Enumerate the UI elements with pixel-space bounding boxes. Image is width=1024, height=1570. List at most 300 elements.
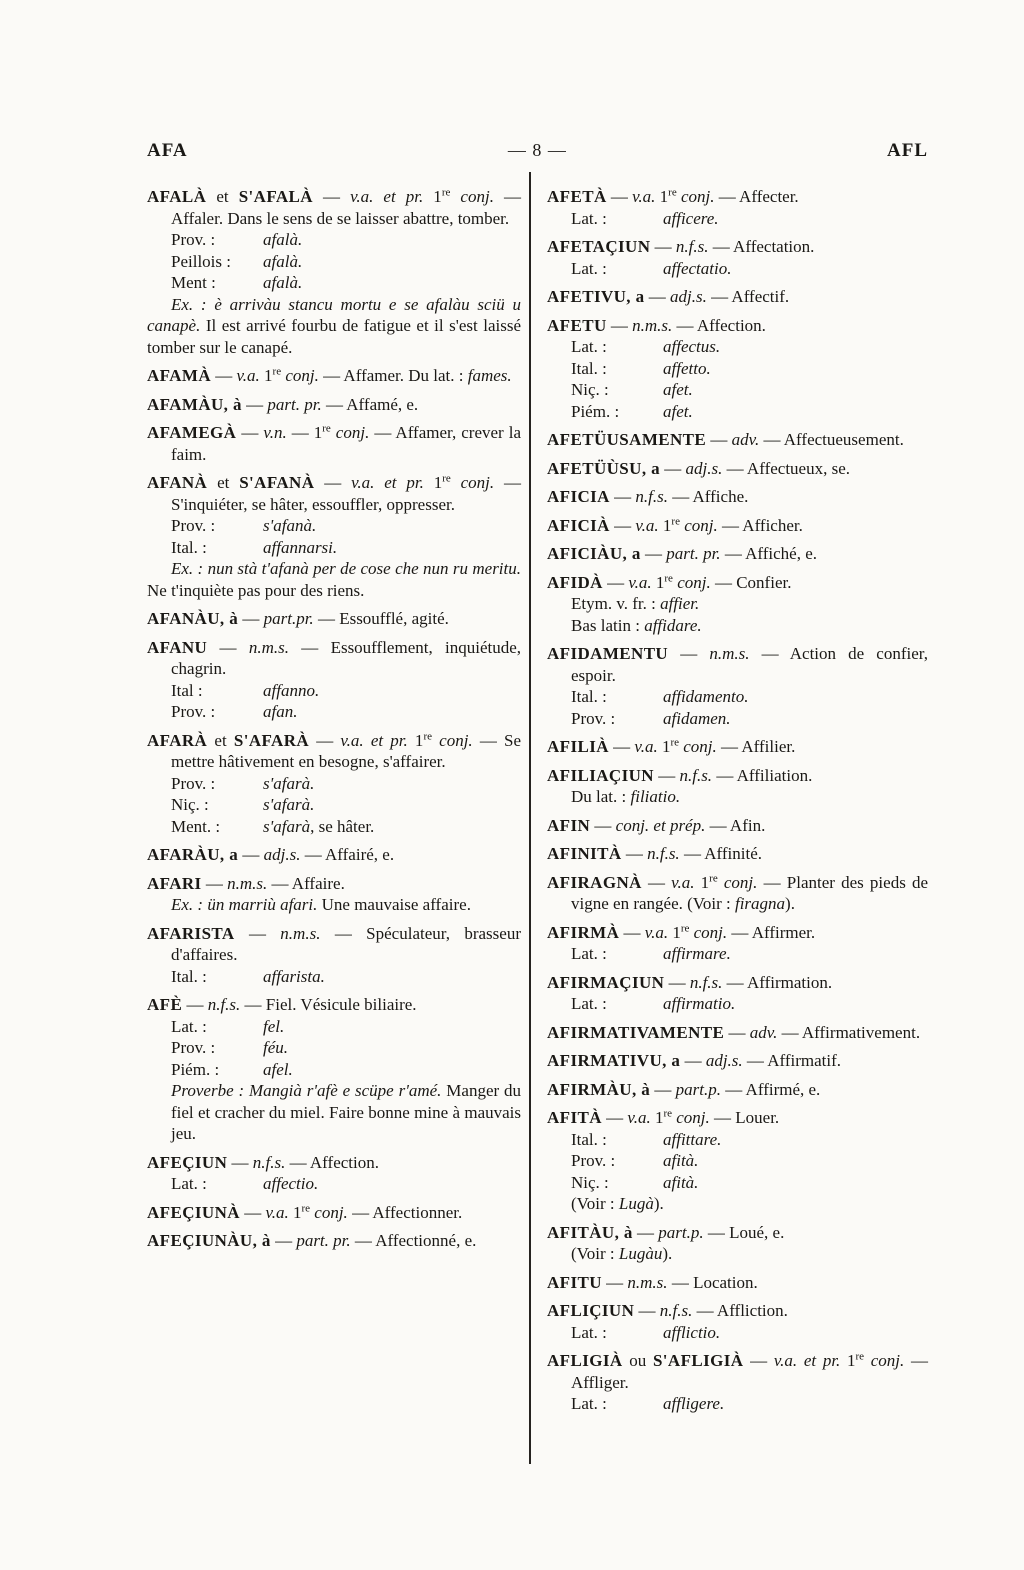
text-run: affectio. xyxy=(263,1174,319,1193)
text-run: ou xyxy=(622,1351,653,1370)
text-run: part. pr. xyxy=(666,544,721,563)
text-run: — xyxy=(664,972,690,992)
language-line xyxy=(147,537,521,559)
entry-head-paragraph xyxy=(547,1107,928,1129)
text-run: — Affectif. xyxy=(706,287,790,306)
entry-head-paragraph xyxy=(147,186,521,229)
entry-headword: AFITÀ xyxy=(547,1108,602,1127)
entry-head-paragraph xyxy=(547,922,928,944)
text-run: affittare. xyxy=(663,1129,722,1149)
entry-headword: AFILIAÇIUN xyxy=(547,765,654,785)
text-run: Prov. : xyxy=(571,1151,616,1170)
text-run: Ex. : ün marriù afari. xyxy=(171,895,318,914)
entry-head-paragraph xyxy=(547,1350,928,1393)
entry-headword: AFARISTA xyxy=(147,923,235,943)
text-run: — xyxy=(644,287,671,306)
text-run: v.a. xyxy=(632,187,656,206)
dictionary-entry xyxy=(147,472,521,601)
text-run: re xyxy=(663,1107,672,1120)
text-run: conj. xyxy=(680,187,715,206)
entry-head-paragraph xyxy=(547,486,928,508)
text-run: Une mauvaise affaire. xyxy=(317,895,471,914)
dictionary-entry xyxy=(547,429,928,451)
entry-headword: AFITU xyxy=(547,1272,602,1292)
entry-headword: AFANÀU, à xyxy=(147,609,239,628)
text-run: re xyxy=(855,1350,865,1363)
entry-headword: AFAMEGÀ xyxy=(147,423,237,442)
entry-head-paragraph xyxy=(147,844,521,866)
text-run: afidamen. xyxy=(663,708,731,728)
text-run: — xyxy=(270,1231,297,1250)
dictionary-entry xyxy=(547,1107,928,1215)
dictionary-entry xyxy=(547,515,928,537)
text-run: — xyxy=(227,1152,253,1172)
entry-head-paragraph xyxy=(547,315,928,337)
text-run: re xyxy=(664,571,673,584)
dictionary-entry xyxy=(147,1230,521,1252)
text-run: conj. xyxy=(439,730,473,750)
entry-headword: AFALÀ xyxy=(147,187,207,206)
entry-head-paragraph xyxy=(147,730,521,773)
text-run: v.a. xyxy=(635,515,659,535)
page-number: — 8 — xyxy=(507,140,567,160)
language-line xyxy=(147,794,521,816)
text-run: n.f.s. xyxy=(207,995,241,1014)
text-run: Prov. : xyxy=(171,1038,216,1057)
text-run: — Affinité. xyxy=(679,844,763,863)
text-run: Prov. : xyxy=(171,230,216,249)
text-run: — xyxy=(207,637,249,657)
dictionary-entry xyxy=(147,608,521,630)
entry-headword: AFITÀU, à xyxy=(547,1222,633,1242)
text-run: Lat. : xyxy=(571,944,607,963)
entry-head-paragraph xyxy=(147,1230,521,1252)
text-run: — Affection. xyxy=(285,1152,379,1172)
entry-paragraph xyxy=(147,1080,521,1145)
text-run: — xyxy=(668,644,710,663)
text-run: — Affectation. xyxy=(708,237,815,256)
text-run: Ex. : nun stà t'afanà per de cose che nun ru meritu. xyxy=(171,559,521,578)
text-run: afan. xyxy=(263,702,298,721)
text-run: S'AFALÀ xyxy=(238,187,313,206)
text-run: — xyxy=(680,1051,706,1070)
entry-headword: AFARÀ xyxy=(147,730,208,750)
text-run: conj. et prép. xyxy=(615,815,706,835)
text-run: affirmatio. xyxy=(663,994,736,1013)
text-run: 1 xyxy=(668,922,681,942)
entry-headword: AFILIÀ xyxy=(547,737,609,756)
text-run: — Affiché, e. xyxy=(720,544,818,563)
language-line xyxy=(147,515,521,537)
text-run: Ital. : xyxy=(171,537,207,557)
dictionary-entry xyxy=(547,315,928,423)
text-run: afità. xyxy=(663,1172,699,1192)
text-run: affectatio. xyxy=(663,258,732,278)
text-run: — Affectionner. xyxy=(347,1202,463,1222)
entry-head-paragraph xyxy=(147,608,521,630)
text-run: — Louer. xyxy=(709,1108,780,1127)
text-run: n.m.s. xyxy=(627,1272,668,1292)
text-run: Lat. : xyxy=(571,1394,607,1413)
entry-headword: AFLIÇIUN xyxy=(547,1301,635,1320)
entry-head-paragraph xyxy=(147,994,521,1016)
text-run: v.a. xyxy=(236,366,260,385)
text-run: Ital. : xyxy=(571,358,607,378)
dictionary-entry xyxy=(147,1152,521,1195)
text-run: Niç. : xyxy=(571,1172,609,1192)
dictionary-entry xyxy=(147,394,521,416)
text-run: affirmare. xyxy=(663,944,731,963)
text-run: — Affilier. xyxy=(716,737,796,756)
text-run: n.f.s. xyxy=(689,972,723,992)
example-paragraph xyxy=(147,294,521,359)
entry-head-paragraph xyxy=(547,643,928,686)
text-run: — xyxy=(239,1202,266,1222)
text-run: s'afarà. xyxy=(263,773,315,793)
text-run: — xyxy=(634,1301,660,1320)
text-run: 1 xyxy=(288,1202,302,1222)
text-run: adv. xyxy=(731,430,760,449)
text-run: Prov. : xyxy=(171,702,216,721)
text-run: — xyxy=(601,1272,628,1292)
text-run: — xyxy=(241,394,268,414)
text-run: Manger du fiel et cracher du miel. Faire bonne mine à mauvais jeu. xyxy=(171,1081,522,1143)
text-run: re xyxy=(322,422,331,435)
entry-headword: AFIRMAÇIUN xyxy=(547,972,665,992)
dictionary-entry xyxy=(547,486,928,508)
language-line xyxy=(547,379,928,401)
language-line xyxy=(547,1393,928,1415)
entry-paragraph xyxy=(547,786,928,808)
text-run: S'AFANÀ xyxy=(239,473,315,492)
text-run: 1 xyxy=(694,872,710,892)
entry-headword: AFIRMÀU, à xyxy=(547,1079,651,1099)
text-run: re xyxy=(670,736,680,749)
text-columns xyxy=(147,186,928,1464)
text-run: Lat. : xyxy=(571,258,607,278)
dictionary-entry xyxy=(547,543,928,565)
text-run: conj. xyxy=(335,423,370,442)
text-run: — Spéculateur, brasseur d'affaires. xyxy=(171,923,521,964)
text-run: conj. xyxy=(693,922,728,942)
entry-paragraph xyxy=(547,615,928,637)
entry-headword: AFEÇIUN xyxy=(147,1152,228,1172)
dictionary-entry xyxy=(547,736,928,758)
language-line xyxy=(547,993,928,1015)
dictionary-entry xyxy=(147,637,521,723)
entry-headword: AFEÇIUNÀU, à xyxy=(147,1231,271,1250)
text-run: 1 xyxy=(658,515,672,535)
text-run: Lugàu xyxy=(618,1244,663,1263)
text-run: Ital. : xyxy=(571,1129,607,1149)
entry-head-paragraph xyxy=(547,1272,928,1294)
text-run: — xyxy=(238,609,264,628)
text-run: — xyxy=(650,237,676,256)
entry-headword: AFETIVU, a xyxy=(547,287,645,306)
language-line xyxy=(547,258,928,280)
text-run: affanno. xyxy=(263,680,320,700)
dictionary-entry xyxy=(547,286,928,308)
text-run: — Affliger. xyxy=(571,1351,928,1392)
text-run: v.a. xyxy=(628,572,652,592)
text-run: — Affliction. xyxy=(692,1301,788,1320)
text-run: — Confier. xyxy=(710,572,792,592)
text-run: ). xyxy=(785,894,795,913)
right-column xyxy=(547,186,928,1422)
text-run: v.a. et pr. xyxy=(350,187,424,206)
example-paragraph xyxy=(147,894,521,916)
text-run: fames. xyxy=(467,366,512,385)
text-run xyxy=(451,473,461,492)
language-line xyxy=(547,208,928,230)
entry-head-paragraph xyxy=(547,815,928,837)
language-line xyxy=(147,773,521,795)
text-run: part. pr. xyxy=(267,394,322,414)
text-run: Prov. : xyxy=(171,516,216,535)
entry-head-paragraph xyxy=(147,923,521,966)
text-run: — xyxy=(609,515,636,535)
text-run: 1 xyxy=(407,730,424,750)
text-run: — Affirmatif. xyxy=(742,1051,842,1070)
dictionary-entry xyxy=(547,1300,928,1343)
entry-headword: AFÈ xyxy=(147,995,183,1014)
text-run: afel. xyxy=(263,1059,293,1079)
language-line xyxy=(547,943,928,965)
text-run: — xyxy=(621,844,648,863)
text-run: — Planter des pieds de vigne en rangée. (Voir : xyxy=(571,872,929,913)
text-run: Ne t'inquiète pas pour des riens. xyxy=(147,580,365,600)
text-run: re xyxy=(680,921,690,934)
text-run: conj. xyxy=(870,1351,905,1370)
text-run: — xyxy=(602,572,629,592)
text-run: part. pr. xyxy=(296,1231,351,1250)
text-run: Ital. : xyxy=(571,687,607,706)
entry-headword: AFIRMATIVU, a xyxy=(547,1051,681,1070)
language-line xyxy=(547,708,928,730)
text-run: Ment. : xyxy=(171,816,221,836)
text-run: — xyxy=(706,430,732,449)
text-run: 1 xyxy=(423,187,442,206)
text-run: adj.s. xyxy=(263,845,301,864)
dictionary-entry xyxy=(547,572,928,637)
entry-headword: AFARÀU, a xyxy=(147,845,239,864)
language-line xyxy=(547,1322,928,1344)
text-run: — xyxy=(234,923,281,943)
text-run: — Afficher. xyxy=(717,515,803,535)
entry-headword: AFIN xyxy=(547,815,591,835)
text-run: — Essoufflement, inquiétude, chagrin. xyxy=(171,637,522,678)
dictionary-entry xyxy=(547,458,928,480)
language-line xyxy=(147,251,521,273)
text-run: 1 xyxy=(650,1108,664,1127)
entry-headword: AFARI xyxy=(147,873,202,893)
dictionary-entry xyxy=(547,972,928,1015)
language-line xyxy=(147,1173,521,1195)
text-run: Lat. : xyxy=(171,1016,207,1036)
text-run: re xyxy=(441,186,451,199)
text-run: n.m.s. xyxy=(280,923,321,943)
language-line xyxy=(147,1037,521,1059)
text-run: s'afarà xyxy=(263,816,311,836)
dictionary-entry xyxy=(547,1050,928,1072)
text-run: — Fiel. Vésicule biliaire. xyxy=(240,995,417,1014)
page-header xyxy=(147,140,928,162)
dictionary-entry xyxy=(147,994,521,1145)
text-run: affidamento. xyxy=(663,687,749,706)
text-run: — xyxy=(641,872,672,892)
text-run: part.p. xyxy=(658,1222,704,1242)
text-run: — xyxy=(609,487,636,506)
entry-headword: AFETÀ xyxy=(547,187,607,206)
text-run: afflictio. xyxy=(663,1322,721,1342)
entry-headword: AFETÜUSAMENTE xyxy=(547,430,707,449)
text-run: v.a. et pr. xyxy=(340,730,408,750)
language-line xyxy=(547,358,928,380)
dictionary-entry xyxy=(547,872,928,915)
text-run: affectus. xyxy=(663,337,721,356)
text-run: re xyxy=(671,514,680,527)
text-run: — Loué, e. xyxy=(703,1222,785,1242)
text-run: conj. xyxy=(677,572,711,592)
text-run: — Affiliation. xyxy=(712,765,813,785)
language-line xyxy=(547,1172,928,1194)
text-run: , se hâter. xyxy=(310,816,375,836)
text-run: conj. xyxy=(723,872,758,892)
entry-headword: AFANU xyxy=(147,637,208,657)
text-run: afalà. xyxy=(263,251,303,271)
text-run: afalà. xyxy=(263,273,303,292)
dictionary-entry xyxy=(547,843,928,865)
text-run: (Voir : xyxy=(571,1194,619,1213)
dictionary-entry xyxy=(147,844,521,866)
entry-head-paragraph xyxy=(147,637,521,680)
text-run: — xyxy=(201,873,228,893)
text-run: Piém. : xyxy=(171,1059,220,1079)
text-run: re xyxy=(423,729,432,742)
text-run: n.f.s. xyxy=(635,487,668,506)
entry-head-paragraph xyxy=(547,572,928,594)
language-line xyxy=(547,1150,928,1172)
entry-headword: AFETAÇIUN xyxy=(547,237,651,256)
entry-headword: AFIRAGNÀ xyxy=(547,872,642,892)
entry-head-paragraph xyxy=(547,1050,928,1072)
text-run: affier. xyxy=(660,594,700,613)
language-line xyxy=(547,1129,928,1151)
language-line xyxy=(547,686,928,708)
text-run: — xyxy=(236,423,264,442)
text-run xyxy=(450,187,460,206)
text-run: adj.s. xyxy=(670,287,707,306)
text-run: part.pr. xyxy=(263,609,314,628)
text-run: — S'inquiéter, se hâter, essouffler, oppresser. xyxy=(171,473,522,514)
text-run: — xyxy=(309,730,341,750)
text-run: Prov. : xyxy=(571,708,616,728)
entry-head-paragraph xyxy=(547,843,928,865)
text-run: re xyxy=(709,871,718,884)
text-run: ). xyxy=(653,1194,664,1213)
entry-headword: AFANÀ xyxy=(147,473,208,492)
text-run: adj.s. xyxy=(685,458,723,478)
text-run: fel. xyxy=(263,1016,285,1036)
text-run: 1 xyxy=(423,473,443,492)
text-run: conj. xyxy=(676,1108,710,1127)
text-run: v.a. xyxy=(627,1108,651,1127)
entry-head-paragraph xyxy=(547,736,928,758)
text-run: Bas latin : xyxy=(571,615,645,635)
text-run: — Essoufflé, agité. xyxy=(313,609,449,628)
text-run: — xyxy=(743,1351,774,1370)
text-run: n.f.s. xyxy=(647,844,680,863)
text-run: Piém. : xyxy=(571,401,620,421)
text-run: re xyxy=(272,365,282,378)
entry-headword: AFLIGIÀ xyxy=(547,1351,623,1370)
text-run: — Affirmer. xyxy=(727,922,816,942)
entry-headword: AFINITÀ xyxy=(547,844,622,863)
text-run: v.a. xyxy=(634,737,658,756)
text-run: — Affaler. Dans le sens de se laisser abattre, tomber. xyxy=(171,187,522,228)
text-run: affannarsi. xyxy=(263,537,338,557)
text-run: Ital : xyxy=(171,680,203,700)
text-run: v.n. xyxy=(263,423,287,442)
text-run: afità. xyxy=(663,1151,699,1170)
text-run: v.a. xyxy=(644,922,669,942)
text-run: v.a. et pr. xyxy=(773,1351,841,1370)
text-run: — xyxy=(606,187,633,206)
entry-head-paragraph xyxy=(147,1152,521,1174)
text-run: conj. xyxy=(683,737,717,756)
entry-head-paragraph xyxy=(547,236,928,258)
text-run: Niç. : xyxy=(571,380,609,399)
text-run: — Affamer, crever la faim. xyxy=(171,423,522,464)
dictionary-entry xyxy=(147,873,521,916)
text-run: — Affectueusement. xyxy=(759,430,904,449)
entry-headword: AFICIÀU, a xyxy=(547,544,641,563)
entry-head-paragraph xyxy=(547,872,928,915)
entry-head-paragraph xyxy=(147,472,521,515)
text-run: Du lat. : xyxy=(571,787,631,806)
text-run: v.a. xyxy=(671,872,695,892)
text-run: n.f.s. xyxy=(675,237,709,256)
text-run xyxy=(864,1351,871,1370)
dictionary-entry xyxy=(147,186,521,358)
text-run: — Affirmativement. xyxy=(777,1022,921,1042)
text-run: et xyxy=(207,473,240,492)
text-run: — xyxy=(632,1222,659,1242)
text-run: — xyxy=(640,544,667,563)
text-run: part.p. xyxy=(675,1079,721,1099)
text-run: 1 xyxy=(259,366,273,385)
text-run: — Affirmé, e. xyxy=(721,1079,821,1099)
text-run: n.m.s. xyxy=(709,644,750,663)
text-run: — xyxy=(724,1022,750,1042)
entry-headword: AFICIÀ xyxy=(547,515,610,535)
text-run: n.m.s. xyxy=(632,315,673,335)
entry-head-paragraph xyxy=(547,429,928,451)
text-run: Ital. : xyxy=(171,966,207,986)
text-run: affidare. xyxy=(644,615,702,635)
text-run: 1 xyxy=(651,572,665,592)
dictionary-entry xyxy=(547,643,928,729)
entry-head-paragraph xyxy=(147,1202,521,1224)
text-run: — xyxy=(619,922,645,942)
dictionary-entry xyxy=(147,365,521,387)
dictionary-entry xyxy=(147,1202,521,1224)
entry-headword: AFETÜÙSU, a xyxy=(547,458,661,478)
entry-headword: AFIRMATIVAMENTE xyxy=(547,1022,725,1042)
text-run: (Voir : xyxy=(571,1244,619,1263)
text-run: Proverbe : Mangià r'afè e scüpe r'amé. xyxy=(171,1081,442,1100)
entry-headword: AFIDAMENTU xyxy=(547,644,669,663)
